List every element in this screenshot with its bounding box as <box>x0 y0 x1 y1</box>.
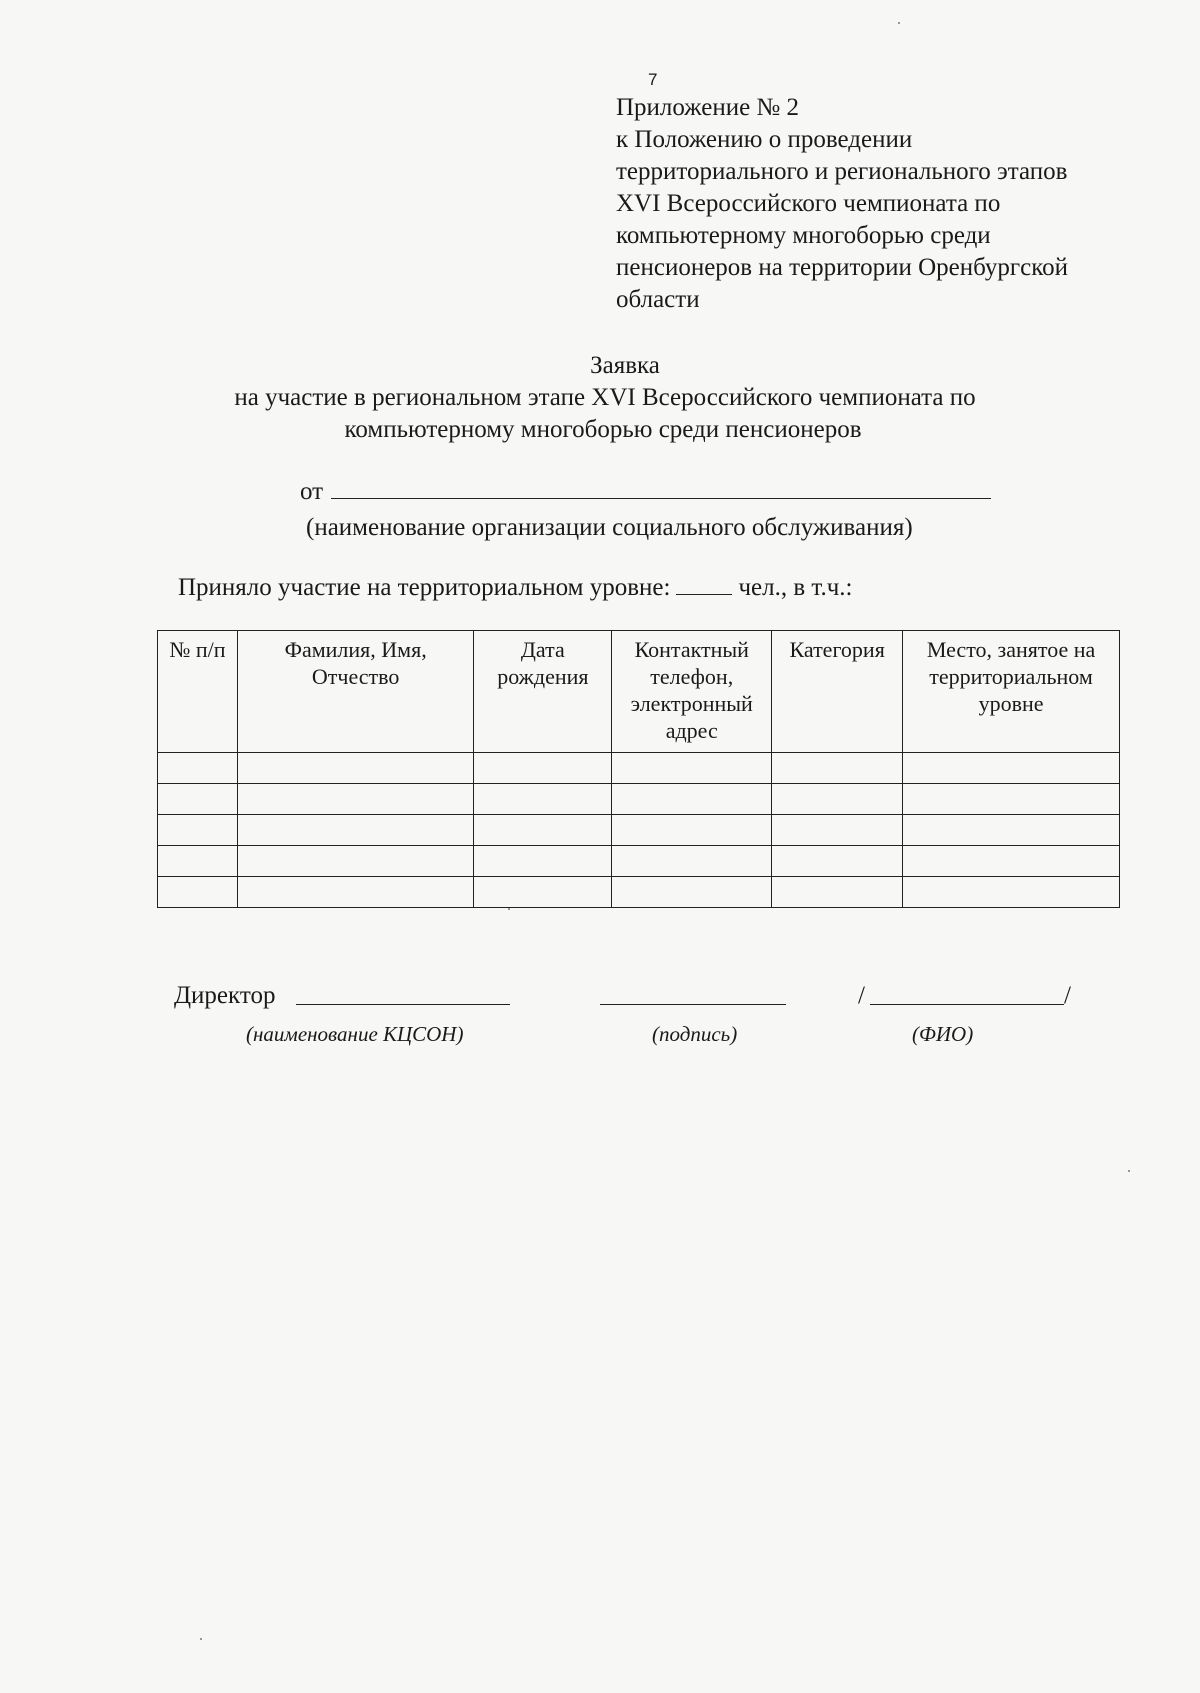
table-cell[interactable] <box>158 753 238 784</box>
from-organization-row <box>300 476 991 508</box>
director-label: Директор <box>174 982 276 1009</box>
accepted-suffix: чел., в т.ч.: <box>738 574 853 601</box>
table-cell[interactable] <box>237 877 474 908</box>
table-cell[interactable] <box>612 877 772 908</box>
scan-speck <box>898 22 900 24</box>
signature-caption: (подпись) <box>652 1022 738 1046</box>
title-subheading: на участие в региональном этапе XVI Всероссийского чемпионата по <box>234 384 976 411</box>
header-category: Категория <box>772 631 903 753</box>
scan-speck <box>508 908 510 910</box>
accepted-prefix: Приняло участие на территориальном уровне: <box>178 574 671 601</box>
header-place: Место, занятое на территориальном уровне <box>903 631 1120 753</box>
accepted-count-row <box>178 572 852 604</box>
table-cell[interactable] <box>772 753 903 784</box>
table-cell[interactable] <box>474 846 612 877</box>
table-cell[interactable] <box>612 753 772 784</box>
full-name-field[interactable] <box>870 980 1064 1005</box>
table-cell[interactable] <box>158 784 238 815</box>
appendix-line: территориального и регионального этапов <box>616 158 1068 185</box>
participants-table <box>157 630 1120 908</box>
table-cell[interactable] <box>158 877 238 908</box>
organization-caption: (наименование организации социального обслуживания) <box>306 514 913 541</box>
table-cell[interactable] <box>474 753 612 784</box>
table-cell[interactable] <box>903 815 1120 846</box>
table-cell[interactable] <box>158 846 238 877</box>
table-cell[interactable] <box>772 877 903 908</box>
appendix-line: к Положению о проведении <box>616 126 913 153</box>
appendix-line: пенсионеров на территории Оренбургской <box>616 254 1068 281</box>
table-row <box>158 753 1120 784</box>
application-title <box>0 350 1200 446</box>
full-name-caption: (ФИО) <box>912 1022 974 1046</box>
table-row <box>158 877 1120 908</box>
scan-speck <box>200 1638 202 1640</box>
header-birth-date: Дата рождения <box>474 631 612 753</box>
table-cell[interactable] <box>237 753 474 784</box>
signature-field[interactable] <box>600 980 786 1005</box>
table-cell[interactable] <box>903 877 1120 908</box>
appendix-line: Приложение № 2 <box>616 94 800 121</box>
table-cell[interactable] <box>903 753 1120 784</box>
appendix-line: компьютерному многоборью среди <box>616 222 991 249</box>
table-cell[interactable] <box>158 815 238 846</box>
scan-speck <box>1128 1170 1130 1172</box>
table-cell[interactable] <box>474 877 612 908</box>
table-cell[interactable] <box>903 846 1120 877</box>
participant-count-field[interactable] <box>676 574 732 595</box>
name-slash-open: / <box>858 982 865 1009</box>
page-number: 7 <box>648 70 658 89</box>
name-slash-close: / <box>1064 982 1071 1009</box>
table-cell[interactable] <box>903 784 1120 815</box>
table-cell[interactable] <box>237 846 474 877</box>
table-row <box>158 846 1120 877</box>
table-cell[interactable] <box>772 815 903 846</box>
table-row <box>158 815 1120 846</box>
table-cell[interactable] <box>772 846 903 877</box>
organization-name-field[interactable] <box>331 476 991 499</box>
table-cell[interactable] <box>612 846 772 877</box>
table-cell[interactable] <box>237 815 474 846</box>
table-cell[interactable] <box>474 815 612 846</box>
appendix-header <box>616 92 1136 316</box>
organization-sign-field[interactable] <box>296 980 510 1005</box>
title-subheading-cont: компьютерному многоборью среди пенсионеров <box>344 416 862 443</box>
organization-sign-caption: (наименование КЦСОН) <box>246 1022 464 1046</box>
table-cell[interactable] <box>237 784 474 815</box>
table-cell[interactable] <box>612 815 772 846</box>
header-full-name: Фамилия, Имя, Отчество <box>237 631 474 753</box>
appendix-line: области <box>616 286 700 313</box>
table-cell[interactable] <box>612 784 772 815</box>
title-heading: Заявка <box>590 352 660 379</box>
header-contact: Контактный телефон, электронный адрес <box>612 631 772 753</box>
table-cell[interactable] <box>772 784 903 815</box>
appendix-line: XVI Всероссийского чемпионата по <box>616 190 1001 217</box>
header-number: № п/п <box>158 631 238 753</box>
table-header-row <box>158 631 1120 753</box>
table-cell[interactable] <box>474 784 612 815</box>
table-row <box>158 784 1120 815</box>
from-label: от <box>300 478 324 505</box>
